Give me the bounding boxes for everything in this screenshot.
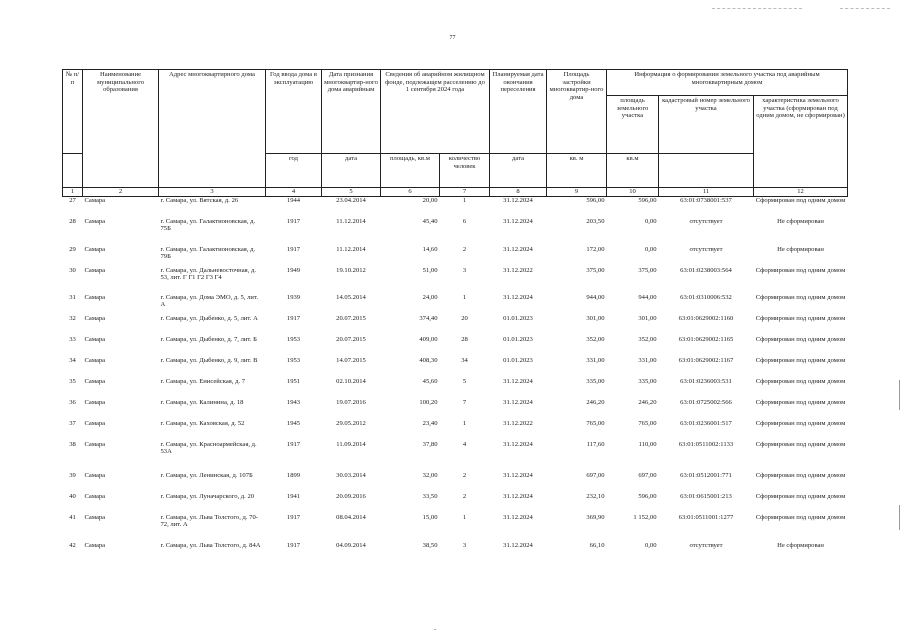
table-row <box>63 542 848 566</box>
resident-count-cell: 3 <box>462 266 467 274</box>
emergency-date-cell: 04.09.2014 <box>336 541 366 549</box>
fund-area-cell: 15,00 <box>422 513 438 521</box>
municipality-cell: Самара <box>84 335 106 343</box>
cadastral-number-cell: 63:01:0238003:564 <box>680 266 732 274</box>
scan-artifact-line <box>840 8 890 9</box>
emergency-date-cell: 29.05.2012 <box>336 419 366 427</box>
land-area-cell: 246,20 <box>638 398 657 406</box>
page-number: 77 <box>449 35 456 41</box>
emergency-date-cell: 20.07.2015 <box>336 314 366 322</box>
row-number-cell: 41 <box>69 513 76 521</box>
header-characteristic: характеристика земельного участка (сформирован под одним домом, не сформирован) <box>754 96 848 188</box>
address-cell: г. Самара, ул. Льва Толстого, д. 70-72, лит. А <box>160 513 258 529</box>
land-area-cell: 1 152,00 <box>633 513 657 521</box>
column-number: 5 <box>322 188 381 197</box>
cadastral-number-cell: 63:01:0629002:1165 <box>678 335 734 343</box>
land-area-cell: 301,00 <box>638 314 657 322</box>
table-row <box>63 399 848 420</box>
planned-date-cell: 01.01.2023 <box>503 335 533 343</box>
unit-date: дата <box>322 154 381 188</box>
resident-count-cell: 20 <box>461 314 468 322</box>
land-characteristic-cell: Сформирован под одним домом <box>755 335 846 343</box>
header-built-area: Площадь застройки многоквартир-ного дома <box>547 70 607 154</box>
built-area-cell: 352,00 <box>586 335 605 343</box>
build-year-cell: 1945 <box>286 419 301 427</box>
row-number-cell: 29 <box>69 245 76 253</box>
build-year-cell: 1953 <box>286 335 301 343</box>
address-cell: г. Самара, ул. Ленинская, д. 107Б <box>160 471 253 479</box>
header-num: № п/п <box>63 70 83 154</box>
resident-count-cell: 7 <box>462 398 467 406</box>
municipality-cell: Самара <box>84 398 106 406</box>
emergency-housing-table <box>62 69 848 566</box>
built-area-cell: 375,00 <box>586 266 605 274</box>
column-number: 6 <box>381 188 440 197</box>
land-area-cell: 352,00 <box>638 335 657 343</box>
planned-date-cell: 31.12.2024 <box>503 492 533 500</box>
column-number: 4 <box>266 188 322 197</box>
table-row <box>63 441 848 472</box>
unit-built-sqm: кв. м <box>547 154 607 188</box>
table-row <box>63 493 848 514</box>
fund-area-cell: 100,20 <box>419 398 438 406</box>
column-number: 8 <box>490 188 547 197</box>
cadastral-number-cell: отсутствует <box>689 245 723 253</box>
header-planned-date: Планируемая дата окончания переселения <box>490 70 547 154</box>
land-characteristic-cell: Сформирован под одним домом <box>755 293 846 301</box>
land-characteristic-cell: Сформирован под одним домом <box>755 440 846 448</box>
emergency-date-cell: 02.10.2014 <box>336 377 366 385</box>
built-area-cell: 335,00 <box>586 377 605 385</box>
fund-area-cell: 33,50 <box>422 492 438 500</box>
municipality-cell: Самара <box>84 197 106 204</box>
row-number-cell: 36 <box>69 398 76 406</box>
land-area-cell: 944,00 <box>638 293 657 301</box>
resident-count-cell: 5 <box>462 377 467 385</box>
fund-area-cell: 45,60 <box>422 377 438 385</box>
land-characteristic-cell: Сформирован под одним домом <box>755 492 846 500</box>
municipality-cell: Самара <box>84 492 106 500</box>
row-number-cell: 32 <box>69 314 76 322</box>
resident-count-cell: 3 <box>462 541 467 549</box>
column-number: 3 <box>159 188 266 197</box>
cadastral-number-cell: 63:01:0511002:1133 <box>678 440 734 448</box>
resident-count-cell: 1 <box>462 293 467 301</box>
column-number-row <box>63 188 848 197</box>
resident-count-cell: 1 <box>462 513 467 521</box>
municipality-cell: Самара <box>84 471 106 479</box>
address-cell: г. Самара, ул. Красноармейская, д. 53А <box>160 440 257 456</box>
column-number: 2 <box>83 188 159 197</box>
land-area-cell: 0,00 <box>644 541 657 549</box>
fund-area-cell: 51,00 <box>422 266 438 274</box>
land-area-cell: 375,00 <box>638 266 657 274</box>
unit-people: количество человек <box>440 154 490 188</box>
land-characteristic-cell: Сформирован под одним домом <box>755 356 846 364</box>
land-characteristic-cell: Сформирован под одним домом <box>755 398 846 406</box>
address-cell: г. Самара, ул. Галактионовская, д. 75Б <box>160 217 256 233</box>
address-cell: г. Самара, ул. Луначарского, д. 20 <box>160 492 255 500</box>
table-row <box>63 420 848 441</box>
cadastral-number-cell: 63:01:0236001:517 <box>680 419 732 427</box>
table-row <box>63 267 848 294</box>
fund-area-cell: 23,40 <box>422 419 438 427</box>
build-year-cell: 1953 <box>286 356 301 364</box>
header-land-info: Информация о формировании земельного участка под аварийным многоквартирным домом <box>607 70 848 96</box>
planned-date-cell: 31.12.2024 <box>503 398 533 406</box>
land-characteristic-cell: Не сформирован <box>777 217 824 225</box>
scan-mark: ˇ <box>434 628 437 636</box>
emergency-date-cell: 30.03.2014 <box>336 471 366 479</box>
table-row <box>63 357 848 378</box>
header-address: Адрес многоквартирного дома <box>159 70 266 188</box>
municipality-cell: Самара <box>84 440 106 448</box>
planned-date-cell: 31.12.2024 <box>503 471 533 479</box>
header-land-area: площадь земельного участка <box>607 96 659 154</box>
fund-area-cell: 14,60 <box>422 245 438 253</box>
built-area-cell: 596,00 <box>586 197 605 204</box>
built-area-cell: 232,10 <box>586 492 605 500</box>
land-characteristic-cell: Не сформирован <box>777 245 824 253</box>
table-row <box>63 246 848 267</box>
address-cell: г. Самара, ул. Дыбенко, д. 7, лит. Б <box>160 335 257 343</box>
planned-date-cell: 31.12.2024 <box>503 197 533 204</box>
cadastral-number-cell: 63:01:0725002:566 <box>680 398 732 406</box>
fund-area-cell: 45,40 <box>422 217 438 225</box>
table-row <box>63 378 848 399</box>
planned-date-cell: 31.12.2024 <box>503 245 533 253</box>
planned-date-cell: 31.12.2024 <box>503 293 533 301</box>
header-num-blank <box>63 154 83 188</box>
row-number-cell: 37 <box>69 419 76 427</box>
municipality-cell: Самара <box>84 541 106 549</box>
row-number-cell: 39 <box>69 471 76 479</box>
header-year: Год ввода дома в эксплуатацию <box>266 70 322 154</box>
build-year-cell: 1939 <box>286 293 301 301</box>
table-row <box>63 218 848 246</box>
land-characteristic-cell: Сформирован под одним домом <box>755 513 846 521</box>
row-number-cell: 33 <box>69 335 76 343</box>
municipality-cell: Самара <box>84 419 106 427</box>
land-characteristic-cell: Сформирован под одним домом <box>755 419 846 427</box>
address-cell: г. Самара, ул. Дыбенко, д. 9, лит. В <box>160 356 258 364</box>
planned-date-cell: 31.12.2024 <box>503 541 533 549</box>
resident-count-cell: 4 <box>462 440 467 448</box>
build-year-cell: 1917 <box>286 440 301 448</box>
row-number-cell: 30 <box>69 266 76 274</box>
scan-artifact-edge <box>899 505 900 530</box>
planned-date-cell: 01.01.2023 <box>503 356 533 364</box>
build-year-cell: 1941 <box>286 492 301 500</box>
column-number: 7 <box>440 188 490 197</box>
emergency-date-cell: 19.07.2016 <box>336 398 366 406</box>
land-area-cell: 0,00 <box>644 245 657 253</box>
land-characteristic-cell: Не сформирован <box>777 541 824 549</box>
scan-artifact-edge <box>899 380 900 410</box>
built-area-cell: 765,00 <box>586 419 605 427</box>
table-row <box>63 336 848 357</box>
resident-count-cell: 2 <box>462 245 467 253</box>
cadastral-number-cell: 63:01:0236003:531 <box>680 377 732 385</box>
build-year-cell: 1917 <box>286 541 301 549</box>
cadastral-number-cell: 63:01:0511001:1277 <box>678 513 734 521</box>
fund-area-cell: 409,00 <box>419 335 438 343</box>
column-number: 9 <box>547 188 607 197</box>
row-number-cell: 38 <box>69 440 76 448</box>
row-number-cell: 40 <box>69 492 76 500</box>
emergency-date-cell: 14.05.2014 <box>336 293 366 301</box>
cadastral-number-cell: отсутствует <box>689 541 723 549</box>
row-number-cell: 27 <box>69 197 76 204</box>
built-area-cell: 66,10 <box>589 541 605 549</box>
emergency-date-cell: 14.07.2015 <box>336 356 366 364</box>
land-area-cell: 335,00 <box>638 377 657 385</box>
land-area-cell: 110,00 <box>638 440 657 448</box>
table-row <box>63 294 848 315</box>
header-municipality: Наименование муниципального образования <box>83 70 159 188</box>
built-area-cell: 301,00 <box>586 314 605 322</box>
build-year-cell: 1951 <box>286 377 301 385</box>
land-characteristic-cell: Сформирован под одним домом <box>755 377 846 385</box>
fund-area-cell: 20,00 <box>422 197 438 204</box>
build-year-cell: 1949 <box>286 266 301 274</box>
planned-date-cell: 31.12.2024 <box>503 377 533 385</box>
emergency-date-cell: 08.04.2014 <box>336 513 366 521</box>
cadastral-number-cell: отсутствует <box>689 217 723 225</box>
municipality-cell: Самара <box>84 266 106 274</box>
municipality-cell: Самара <box>84 377 106 385</box>
built-area-cell: 172,00 <box>586 245 605 253</box>
planned-date-cell: 01.01.2023 <box>503 314 533 322</box>
cadastral-number-cell: 63:01:0615001:213 <box>680 492 732 500</box>
row-number-cell: 31 <box>69 293 76 301</box>
header-cadastral: кадастровый номер земельного участка <box>659 96 754 154</box>
address-cell: г. Самара, ул. Льва Толстого, д. 84А <box>160 541 261 549</box>
address-cell: г. Самара, ул. Вятская, д. 26 <box>160 197 239 204</box>
fund-area-cell: 37,80 <box>422 440 438 448</box>
cadastral-number-cell: 63:01:0512001:771 <box>680 471 732 479</box>
resident-count-cell: 1 <box>462 197 467 204</box>
resident-count-cell: 2 <box>462 471 467 479</box>
address-cell: г. Самара, ул. Калинина, д. 18 <box>160 398 244 406</box>
build-year-cell: 1899 <box>286 471 301 479</box>
municipality-cell: Самара <box>84 245 106 253</box>
land-area-cell: 765,00 <box>638 419 657 427</box>
emergency-date-cell: 11.12.2014 <box>336 217 366 225</box>
column-number: 10 <box>607 188 659 197</box>
unit-cadastral-blank <box>659 154 754 188</box>
fund-area-cell: 374,40 <box>419 314 438 322</box>
planned-date-cell: 31.12.2024 <box>503 513 533 521</box>
planned-date-cell: 31.12.2024 <box>503 217 533 225</box>
land-characteristic-cell: Сформирован под одним домом <box>755 471 846 479</box>
row-number-cell: 35 <box>69 377 76 385</box>
address-cell: г. Самара, ул. Дома ЭМО, д. 5, лит. А <box>160 293 258 309</box>
fund-area-cell: 38,50 <box>422 541 438 549</box>
municipality-cell: Самара <box>84 314 106 322</box>
planned-date-cell: 31.12.2024 <box>503 440 533 448</box>
municipality-cell: Самара <box>84 356 106 364</box>
column-number: 11 <box>659 188 754 197</box>
cadastral-number-cell: 63:01:0310006:532 <box>680 293 732 301</box>
column-number: 1 <box>63 188 83 197</box>
fund-area-cell: 408,30 <box>419 356 438 364</box>
address-cell: г. Самара, ул. Дальневосточная, д. 53, лит. Г Г1 Г2 Г3 Г4 <box>160 266 256 282</box>
land-characteristic-cell: Сформирован под одним домом <box>755 314 846 322</box>
unit-area: площадь, кв.м <box>381 154 440 188</box>
build-year-cell: 1917 <box>286 513 301 521</box>
built-area-cell: 331,00 <box>586 356 605 364</box>
cadastral-number-cell: 63:01:0629002:1160 <box>678 314 734 322</box>
cadastral-number-cell: 63:01:0629002:1167 <box>678 356 734 364</box>
build-year-cell: 1917 <box>286 245 301 253</box>
emergency-date-cell: 19.10.2012 <box>336 266 366 274</box>
row-number-cell: 42 <box>69 541 76 549</box>
unit-year: год <box>266 154 322 188</box>
land-characteristic-cell: Сформирован под одним домом <box>755 197 846 204</box>
emergency-date-cell: 11.12.2014 <box>336 245 366 253</box>
fund-area-cell: 32,00 <box>422 471 438 479</box>
built-area-cell: 246,20 <box>586 398 605 406</box>
emergency-date-cell: 20.09.2016 <box>336 492 366 500</box>
municipality-cell: Самара <box>84 293 106 301</box>
built-area-cell: 944,00 <box>586 293 605 301</box>
land-characteristic-cell: Сформирован под одним домом <box>755 266 846 274</box>
scan-artifact-line <box>712 8 802 9</box>
built-area-cell: 697,00 <box>586 471 605 479</box>
built-area-cell: 369,90 <box>586 513 605 521</box>
municipality-cell: Самара <box>84 217 106 225</box>
build-year-cell: 1943 <box>286 398 301 406</box>
row-number-cell: 28 <box>69 217 76 225</box>
resident-count-cell: 28 <box>461 335 468 343</box>
address-cell: г. Самара, ул. Каховская, д. 52 <box>160 419 245 427</box>
resident-count-cell: 34 <box>461 356 468 364</box>
unit-plan-date: дата <box>490 154 547 188</box>
resident-count-cell: 1 <box>462 419 467 427</box>
resident-count-cell: 2 <box>462 492 467 500</box>
build-year-cell: 1917 <box>286 217 301 225</box>
table-row <box>63 197 848 218</box>
address-cell: г. Самара, ул. Енисейская, д. 7 <box>160 377 246 385</box>
unit-land-sqm: кв.м <box>607 154 659 188</box>
address-cell: г. Самара, ул. Дыбенко, д. 5, лит. А <box>160 314 258 322</box>
land-area-cell: 596,00 <box>638 492 657 500</box>
land-area-cell: 331,00 <box>638 356 657 364</box>
municipality-cell: Самара <box>84 513 106 521</box>
emergency-date-cell: 20.07.2015 <box>336 335 366 343</box>
build-year-cell: 1917 <box>286 314 301 322</box>
header-emergency-date: Дата признания многоквартир-ного дома аварийным <box>322 70 381 154</box>
fund-area-cell: 24,00 <box>422 293 438 301</box>
build-year-cell: 1944 <box>286 197 301 204</box>
resident-count-cell: 6 <box>462 217 467 225</box>
table-body <box>63 197 848 566</box>
address-cell: г. Самара, ул. Галактионовская, д. 79Б <box>160 245 256 261</box>
land-area-cell: 0,00 <box>644 217 657 225</box>
table-row <box>63 315 848 336</box>
column-number: 12 <box>754 188 848 197</box>
built-area-cell: 203,50 <box>586 217 605 225</box>
emergency-date-cell: 23.04.2014 <box>336 197 366 204</box>
planned-date-cell: 31.12.2022 <box>503 419 533 427</box>
cadastral-number-cell: 63:01:0738001:537 <box>680 197 732 204</box>
header-fund-info: Сведения об аварийном жилищном фонде, подлежащем расселению до 1 сентября 2024 года <box>381 70 490 154</box>
table-row <box>63 472 848 493</box>
land-area-cell: 596,00 <box>638 197 657 204</box>
table-row <box>63 514 848 542</box>
planned-date-cell: 31.12.2022 <box>503 266 533 274</box>
built-area-cell: 117,60 <box>586 440 605 448</box>
land-area-cell: 697,00 <box>638 471 657 479</box>
emergency-date-cell: 11.09.2014 <box>336 440 366 448</box>
row-number-cell: 34 <box>69 356 76 364</box>
